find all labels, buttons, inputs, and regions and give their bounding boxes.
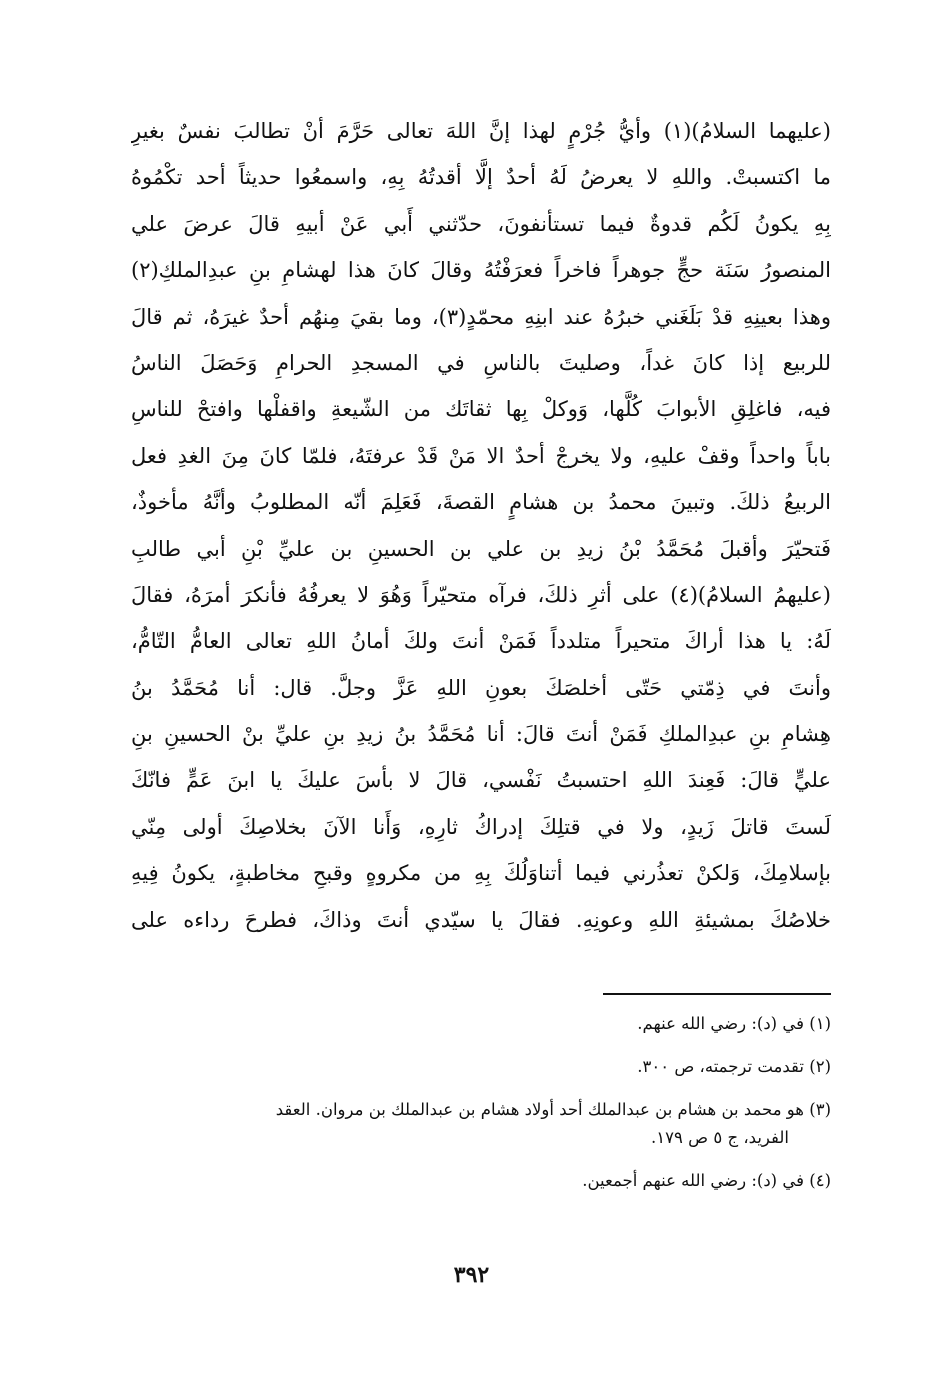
footnote-1	[131, 1010, 831, 1038]
text-line: بإسلامِكَ، وَلكنْ تعذُرني فيما أتناوَلُكَ بِهِ من مكروهٍ وقبحِ مخاطبةٍ، يكونُ فِيهِ	[131, 861, 831, 886]
text-line: هِشامِ بنِ عبدِالملكِ فَمَنْ أنتَ قالَ: أنا مُحَمَّدُ بنُ زيدِ بنِ عليِّ بنْ الحسينِ بنِ	[131, 722, 831, 747]
text-line: لَهُ: يا هذا أراكَ متحيراً متلدداً فَمَنْ أنتَ ولكَ أمانُ اللهِ تعالى العامُّ التّامُّ،	[131, 629, 831, 654]
footnote-2	[131, 1053, 831, 1081]
footnote-number: (٣)	[809, 1100, 831, 1119]
footnote-text-continued: الفريد، ج ٥ ص ١٧٩.	[651, 1128, 789, 1147]
footnote-number: (١)	[809, 1014, 831, 1033]
footnote-text: في (د): رضي الله عنهم أجمعين.	[582, 1171, 804, 1190]
text-line: وأنتَ في ذِمّتي حَتّى أخلصَكَ بعونِ اللهِ عَزَّ وجلَّ. قال: أنا مُحَمَّدُ بنُ	[131, 675, 831, 700]
page-number: ٣٩٢	[453, 1262, 490, 1288]
text-line: فيه، فاغلِقِ الأبوابَ كُلَّها، وَوكلْ بِها ثقاتَك من الشّيعةِ واقفلْها وافتحْ للناسِ	[131, 397, 831, 422]
text-line: الربيعُ ذلكَ. وتبينَ محمدُ بن هشامٍ القصةَ، فَعَلِمَ أنّه المطلوبُ وأنَّهُ مأخوذٌ،	[131, 490, 831, 515]
text-line: بِهِ يكونُ لَكُم قدوةٌ فيما تستأنفونَ، حدّثني أَبي عَنْ أبيهِ قالَ عرضَ علي	[131, 211, 831, 236]
footnote-number: (٤)	[809, 1171, 831, 1190]
text-line: فَتحيّرَ وأقبلَ مُحَمَّدُ بْنُ زيدِ بن علي بن الحسينِ بن عليِّ بْنِ أبي طالبِ	[131, 536, 831, 561]
text-line: للربيع إذا كانَ غداً، وصليتَ بالناسِ في المسجدِ الحرامِ وَحَصَلَ الناسُ	[131, 350, 831, 375]
text-line: عليٍّ قالَ: فَعِندَ اللهِ احتسبتُ نَفْسي، قالَ لا بأسَ عليكَ يا ابنَ عَمٍّ فانّكَ	[131, 768, 831, 793]
text-line: (عليهمُ السلامُ)(٤) على أثرِ ذلكَ، فرآه متحيّراً وَهُوَ لا يعرفُهُ فأنكرَ أمرَهُ، فقالَ	[131, 582, 831, 607]
footnote-text: هو محمد بن هشام بن عبدالملك أحد أولاد هشام بن عبدالملك بن مروان. العقد	[275, 1100, 804, 1119]
text-line: (عليهما السلامُ)(١) وأيُّ جُرْمٍ لهذا إنَّ اللهَ تعالى حَرَّمَ أنْ تطالبَ نفسٌ بغيرِ	[131, 119, 831, 143]
main-text	[131, 108, 831, 943]
text-line: باباً واحداً وقفْ عليهِ، ولا يخرجْ أحدٌ الا مَنْ قَدْ عرفتَهُ، فلمّا كانَ مِنَ الغدِ فعل	[131, 443, 831, 468]
text-line: المنصورُ سَنَة حجٍّ جوهراً فاخراً فعرَفْتُهُ وقالَ كانَ هذا لهشامِ بنِ عبدِالملكِ(٢)	[131, 258, 831, 283]
footnote-text: في (د): رضي الله عنهم.	[637, 1014, 804, 1033]
text-line: خلاصُكَ بمشيئةِ اللهِ وعونِهِ. فقالَ يا سيّدي أنتَ وذاكَ، فطرحَ رداءه على	[131, 907, 831, 932]
footnote-4	[131, 1167, 831, 1195]
footnotes	[131, 1010, 831, 1210]
footnote-3	[131, 1096, 831, 1152]
footnote-divider	[603, 993, 831, 995]
footnote-number: (٢)	[809, 1057, 831, 1076]
footnote-text: تقدمت ترجمته، ص ٣٠٠.	[637, 1057, 804, 1076]
text-line: وهذا بعينِهِ قدْ بَلَغَني خبرُهُ عند ابنِهِ محمّدٍ(٣)، وما بقيَ مِنهُم أحدٌ غيرَهُ، ثم قالَ	[131, 304, 831, 329]
text-line: لَستَ قاتلَ زَيدٍ، ولا في قتلِكَ إدراكُ ثارِهِ، وَأَنا الآنَ بخلاصِكَ أولى مِنّي	[131, 814, 831, 839]
text-line: ما اكتسبتْ. واللهِ لا يعرضُ لَهُ أحدٌ إلَّا أقدتُهُ بِهِ، واسمعُوا حديثاً أحد تكْمُوهُ	[131, 165, 831, 190]
